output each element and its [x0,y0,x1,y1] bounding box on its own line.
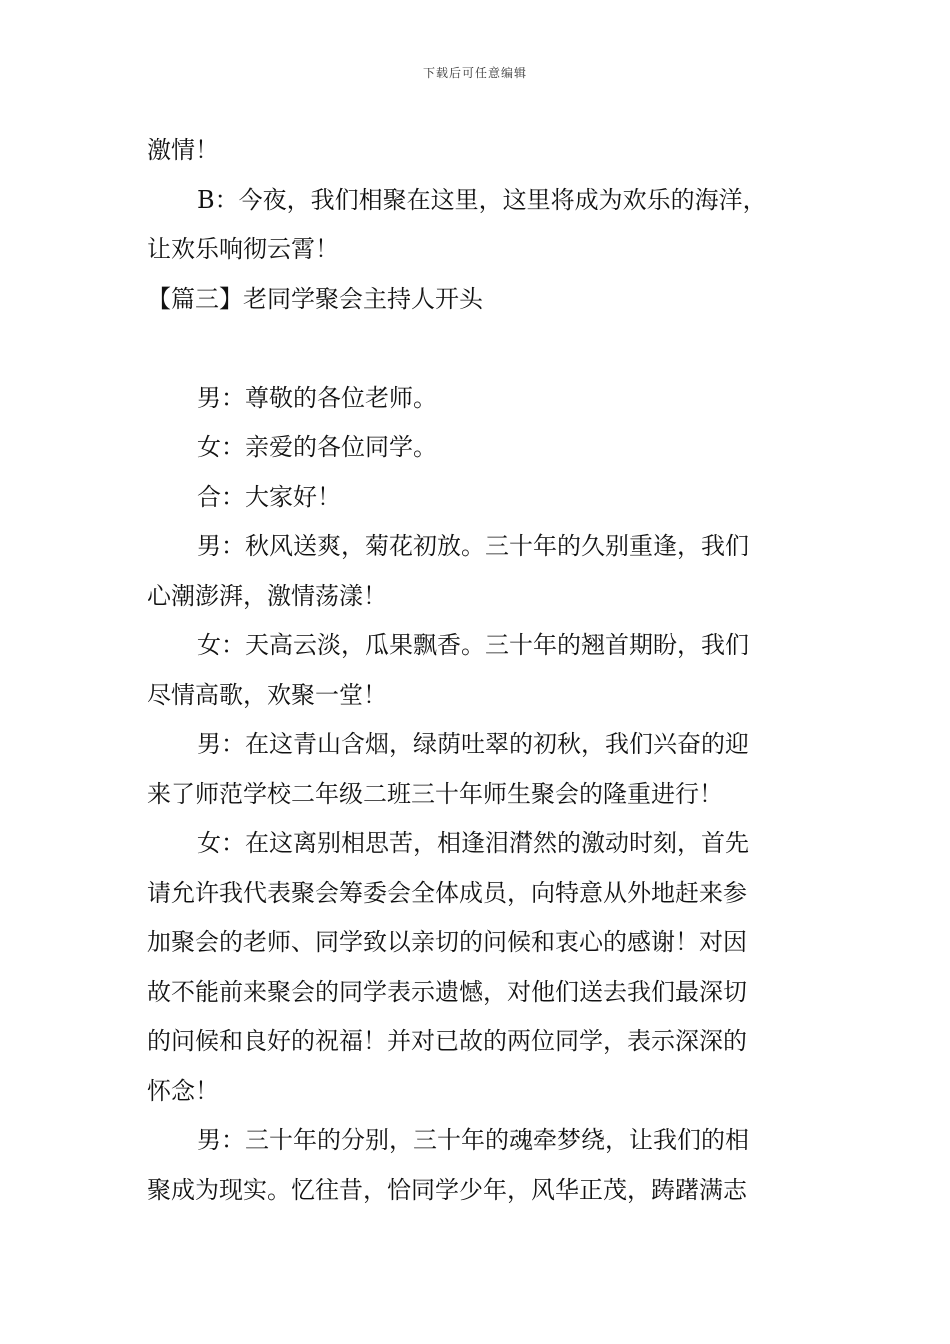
text-line: 男：在这青山含烟，绿荫吐翠的初秋，我们兴奋的迎 [197,730,749,758]
page-header: 下载后可任意编辑 [422,66,527,80]
text-line: 加聚会的老师、同学致以亲切的问候和衷心的感谢！对因 [147,928,747,956]
document-body [147,126,807,1215]
text-line: 的问候和良好的祝福！并对已故的两位同学，表示深深的 [147,1027,747,1055]
text-line: 聚成为现实。忆往昔，恰同学少年，风华正茂，踌躇满志 [147,1175,747,1204]
text-line: 女：天高云淡，瓜果飘香。三十年的翘首期盼，我们 [197,631,749,659]
text-line: 尽情高歌，欢聚一堂！ [147,680,387,709]
section-heading: 【篇三】老同学聚会主持人开头 [147,284,483,313]
text-line: 男：秋风送爽，菊花初放。三十年的久别重逢，我们 [197,532,749,560]
text-line: 女：在这离别相思苦，相逢泪潸然的激动时刻，首先 [197,829,749,857]
text-line: B：今夜，我们相聚在这里，这里将成为欢乐的海洋， [197,185,767,214]
text-line: 让欢乐响彻云霄！ [147,235,339,263]
text-line: 合：大家好！ [197,482,341,511]
text-line: 请允许我代表聚会筹委会全体成员，向特意从外地赶来参 [147,878,747,907]
text-line: 心潮澎湃，激情荡漾！ [147,581,387,610]
text-line: 激情！ [147,136,219,164]
blank-line [147,324,807,374]
text-line: 男：三十年的分别，三十年的魂牵梦绕，让我们的相 [197,1126,749,1154]
text-line: 故不能前来聚会的同学表示遗憾，对他们送去我们最深切 [147,977,747,1006]
text-line: 怀念！ [147,1076,219,1105]
text-line: 来了师范学校二年级二班三十年师生聚会的隆重进行！ [147,779,723,808]
text-line: 女：亲爱的各位同学。 [197,433,437,461]
text-line: 男：尊敬的各位老师。 [197,383,437,412]
